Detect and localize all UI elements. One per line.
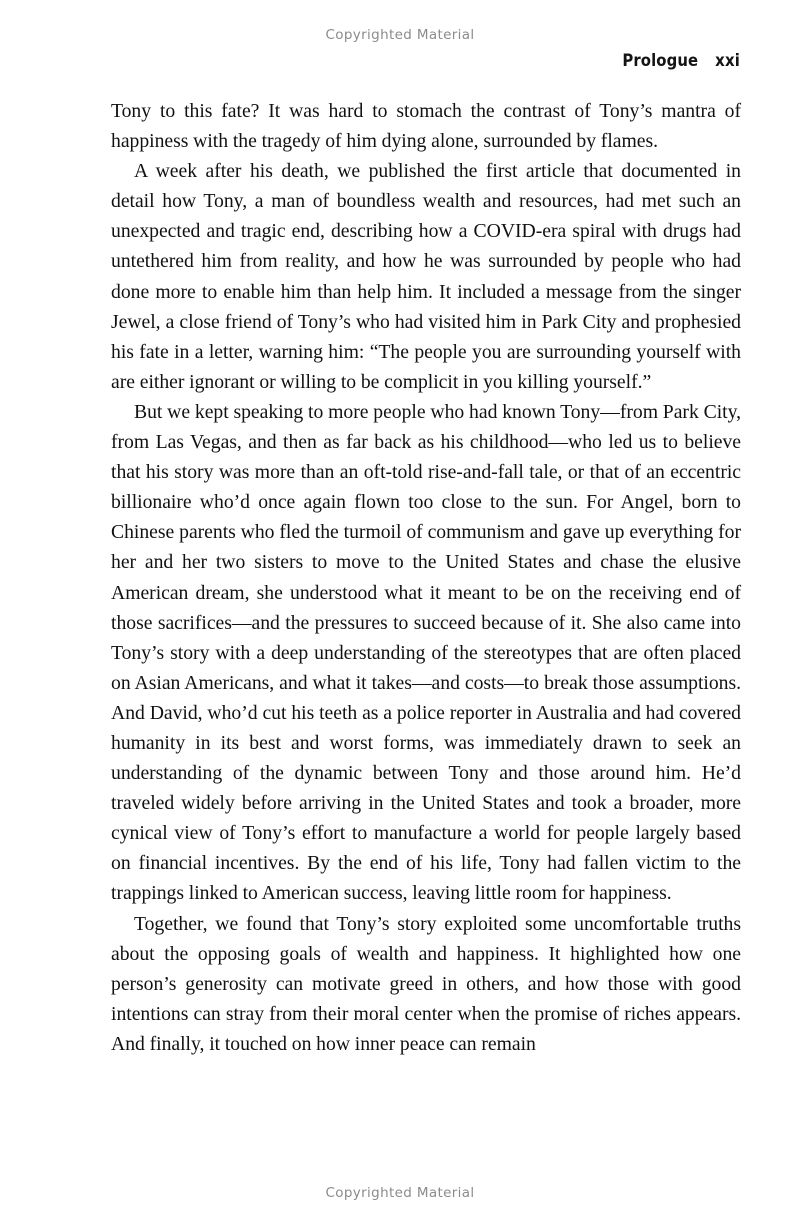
paragraph: Together, we found that Tony’s story exploited some uncomfortable truths about the opposing goals of wealth and happiness. It highlighted how one person’s generosity can motivate greed in others, and how those with good intentions can stray from their moral center when the promise of riches appears. And finally, it touched on how inner peace can remain: [111, 912, 741, 1055]
copyright-watermark-bottom: Copyrighted Material: [325, 1185, 475, 1201]
paragraph: A week after his death, we published the first article that documented in detail how Tony, a man of boundless wealth and resources, had met such an unexpected and tragic end, describing how a COVID-era spiral with drugs had untethered him from reality, and how he was surrounded by people who had done more to enable him than help him. It included a message from the singer Jewel, a close friend of Tony’s who had visited him in Park City and prophesied his fate in a letter, warning him: “The people you are surrounding yourself with are either ignorant or willing to be complicit in you killing yourself.”: [111, 160, 741, 393]
running-head: [622, 51, 740, 70]
page-number: xxi: [715, 51, 740, 70]
running-head-chapter: Prologue: [622, 51, 699, 70]
paragraph: But we kept speaking to more people who had known Tony—from Park City, from Las Vegas, and then as far back as his childhood—who led us to believe that his story was more than an oft-told rise-and-fall tale, or that of an eccentric billionaire who’d once again flown too close to the sun. For Angel, born to Chinese parents who fled the turmoil of communism and gave up everything for her and her two sisters to move to the United States and chase the elusive American dream, she understood what it meant to be on the receiving end of those sacrifices—and the pressures to succeed because of it. She also came into Tony’s story with a deep understanding of the stereotypes that are often placed on Asian Americans, and what it takes—and costs—to break those assumptions. And David, who’d cut his teeth as a police reporter in Australia and had covered humanity in its best and worst forms, was immediately drawn to seek an understanding of the dynamic between Tony and those around him. He’d traveled widely before arriving in the United States and took a broader, more cynical view of Tony’s effort to manufacture a world for people largely based on financial incentives. By the end of his life, Tony had fallen victim to the trappings linked to American success, leaving little room for happiness.: [111, 400, 741, 905]
copyright-watermark-top: Copyrighted Material: [325, 27, 475, 43]
body-text-block: [111, 96, 741, 1059]
paragraph-continuation: Tony to this fate? It was hard to stomach the contrast of Tony’s mantra of happiness with the tragedy of him dying alone, surrounded by flames.: [111, 100, 741, 153]
